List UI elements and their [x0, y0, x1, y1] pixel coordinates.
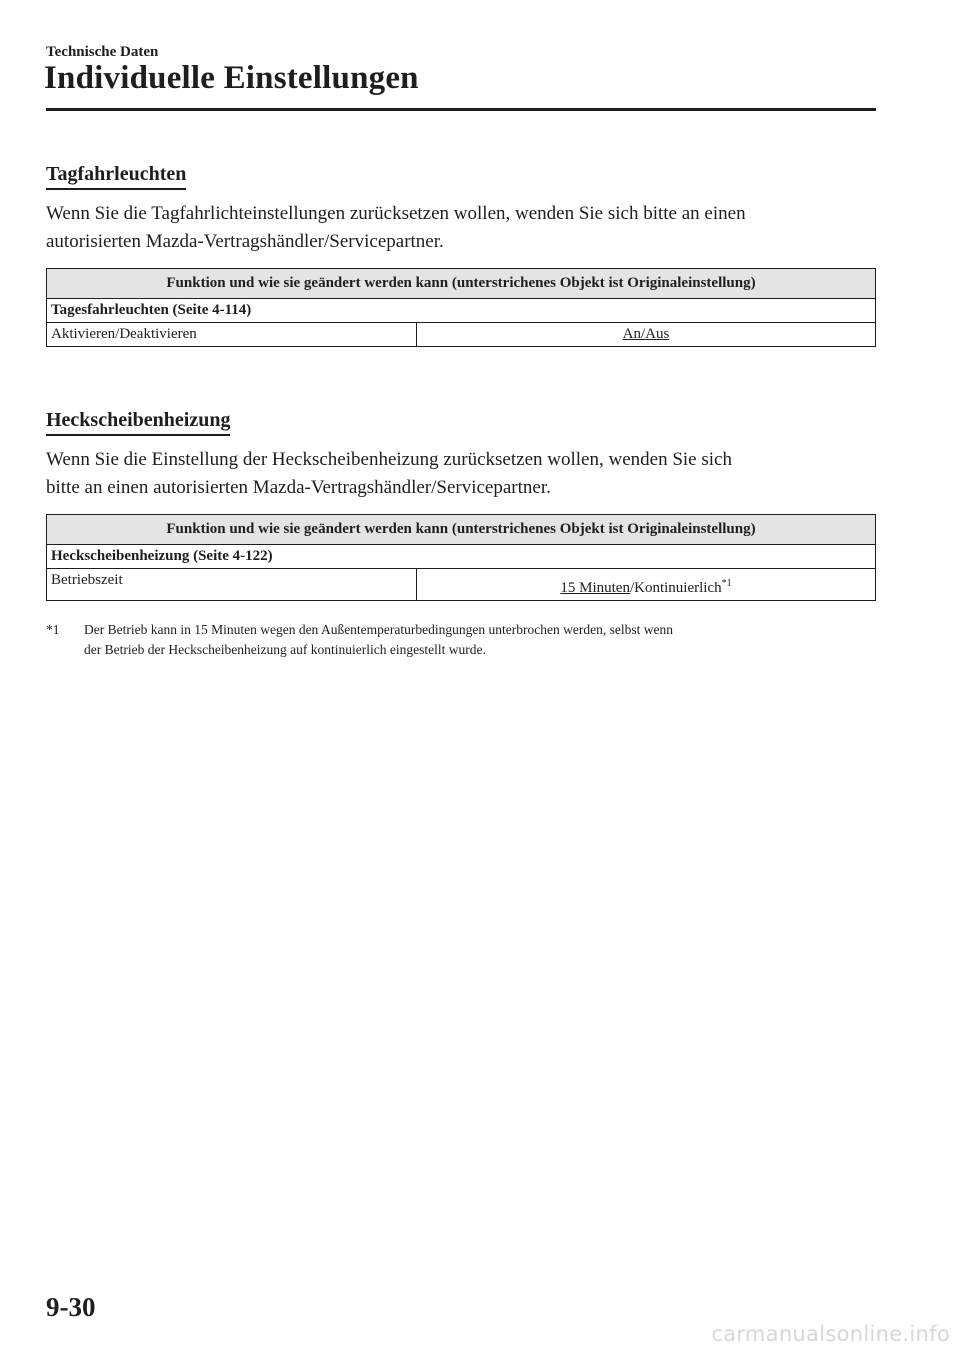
settings-table [46, 514, 876, 601]
section-tagfahrleuchten [46, 162, 876, 347]
watermark: carmanualsonline.info [711, 1322, 950, 1346]
settings-table [46, 268, 876, 347]
table-header: Funktion und wie sie geändert werden kann (unterstrichenes Objekt ist Originaleinstellung) [47, 515, 876, 545]
page-title: Individuelle Einstellungen [44, 60, 419, 96]
footnote-reference: *1 [721, 578, 732, 589]
section-text-line: Wenn Sie die Tagfahrlichteinstellungen zurücksetzen wollen, wenden Sie sich bitte an einen [46, 203, 746, 224]
table-header-row [47, 269, 876, 299]
section-heading: Tagfahrleuchten [46, 162, 186, 190]
table-group-label: Heckscheibenheizung (Seite 4-122) [47, 545, 876, 569]
table-row [47, 569, 876, 601]
footnote-mark: *1 [46, 622, 60, 637]
option-value [417, 569, 876, 601]
section-text-line: bitte an einen autorisierten Mazda-Vertragshändler/Servicepartner. [46, 477, 551, 498]
table-header: Funktion und wie sie geändert werden kann (unterstrichenes Objekt ist Originaleinstellung) [47, 269, 876, 299]
footnote-text: der Betrieb der Heckscheibenheizung auf kontinuierlich eingestellt wurde. [84, 642, 486, 657]
table-group-row [47, 299, 876, 323]
table-group-row [47, 545, 876, 569]
table-group-label: Tagesfahrleuchten (Seite 4-114) [47, 299, 876, 323]
footnote-text: Der Betrieb kann in 15 Minuten wegen den Außentemperaturbedingungen unterbrochen werden, selbst wenn [84, 622, 673, 637]
option-value [417, 323, 876, 347]
table-row [47, 323, 876, 347]
section-text-line: Wenn Sie die Einstellung der Heckscheibenheizung zurücksetzen wollen, wenden Sie sich [46, 449, 732, 470]
section-text-line: autorisierten Mazda-Vertragshändler/Servicepartner. [46, 231, 444, 252]
option-label: Betriebszeit [47, 569, 417, 601]
default-value: 15 Minuten [560, 580, 630, 596]
page-section-label: Technische Daten [46, 44, 159, 60]
page-number: 9-30 [46, 1292, 96, 1322]
section-heckscheibenheizung [46, 408, 876, 601]
option-label: Aktivieren/Deaktivieren [47, 323, 417, 347]
other-values: /Kontinuierlich [629, 580, 722, 596]
table-header-row [47, 515, 876, 545]
footnote [46, 620, 876, 660]
section-heading: Heckscheibenheizung [46, 408, 230, 436]
title-rule [46, 108, 876, 111]
default-value: An/Aus [622, 326, 670, 342]
section-text [46, 200, 876, 256]
section-text [46, 446, 876, 502]
